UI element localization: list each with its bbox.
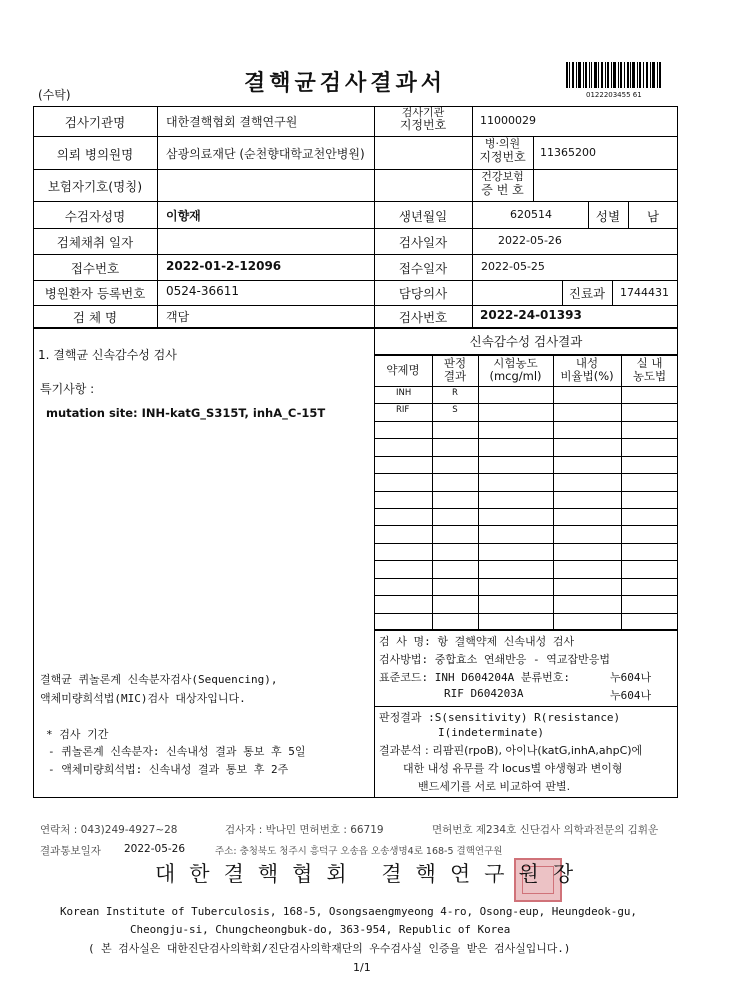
sequencing-note-2: 액체미량희석법(MIC)검사 대상자입니다. [40,692,246,705]
receipt-date-label: 접수일자 [398,261,448,276]
lab-value: 대한결핵협회 결핵연구원 [166,115,298,129]
result-cell: INH [396,388,412,398]
method-line-4a: RIF D604203A [444,687,524,700]
result-header-text: 약제명 [386,363,420,377]
mutation-site: mutation site: INH-katG_S315T, inhA_C-15T [46,406,326,420]
footer-staff: 검사자 : 박나민 면허번호 : 66719 [225,824,384,836]
footer-phone: 연락처 : 043)249-4927~28 [40,824,178,836]
lab-code-label-1: 검사기관 [401,106,445,119]
grid-row-line [374,438,678,439]
sequencing-note-1: 결핵균 퀴놀론계 신속분자검사(Sequencing), [40,673,278,686]
hosp-code-label-2: 지정번호 [479,150,526,164]
barcode-number: 0122203455 61 [586,91,642,99]
grid-row-line [374,613,678,614]
doctor-label: 담당의사 [398,286,448,301]
method-line-3a: 표준코드: INH D604204A 분류번호: [379,671,570,684]
result-cell: S [452,405,458,415]
page-number: 1/1 [353,961,371,974]
notice-date: 2022-05-26 [124,843,186,855]
result-header-text: 판정 [443,356,467,370]
grid-row-line [374,595,678,596]
cert-note: ( 본 검사실은 대한진단검사의학회/진단검사의학재단의 우수검사실 인증을 받은 검사실입니다.) [88,942,571,955]
grid-header-line [374,386,678,387]
collect-label: 검체채취 일자 [56,235,134,250]
result-cell: R [452,388,458,398]
grid-row-line [374,560,678,561]
lab-label: 검사기관명 [64,115,126,130]
result-header-cell [621,357,678,383]
analysis-line-2: 대한 내성 유무를 각 locus별 야생형과 변이형 [403,762,623,775]
insure-no-label-1: 건강보험 [481,170,524,183]
org-name: 대한결핵협회 결핵연구원장 [155,862,588,886]
result-title: 신속감수성 검사결과 [469,334,583,349]
method-line-4b: 누604나 [610,689,652,702]
page-title: 결핵균검사결과서 [244,71,447,96]
lab-code-label-2: 지정번호 [399,118,447,132]
insure-no-label-2: 증 번 호 [481,183,524,197]
specimen-value: 객담 [166,310,190,324]
remarks-label: 특기사항 : [40,382,95,396]
grid-row-line [374,456,678,457]
address-en-1: Korean Institute of Tuberculosis, 168-5, Osongsaengmyeong 4-ro, Osong-eup, Heungdeok-gu, [60,905,637,918]
grid-row-line [374,473,678,474]
grid-row-line [374,525,678,526]
analysis-line-3: 밴드세기를 서로 비교하여 판별. [418,780,571,793]
footer-director: 면허번호 제234호 신단검사 의학과전문의 김휘운 [432,824,659,836]
judge-line-2: I(indeterminate) [438,726,544,739]
period-line-2: - 액체미량희석법: 신속내성 결과 통보 후 2주 [48,763,289,776]
result-header-text: 비율법(%) [560,369,614,383]
sex-label: 성별 [595,209,621,224]
hosp-code-value: 11365200 [540,146,596,159]
test-name: 1. 결핵균 신속감수성 검사 [38,348,177,362]
grid-row-line [374,491,678,492]
reg-no-value: 0524-36611 [166,284,240,298]
barcode [566,62,662,94]
hospital-label: 의뢰 병의원명 [56,147,134,162]
receipt-date-value: 2022-05-25 [481,260,545,273]
hosp-code-label-1: 병·의원 [484,137,521,150]
result-header-text: 결과 [443,369,467,383]
sex-value: 남 [646,209,660,224]
result-grid [374,355,678,630]
address-en-2: Cheongju-si, Chungcheongbuk-do, 363-954, Republic of Korea [130,923,511,936]
result-header-cell [553,357,621,383]
method-line-1: 검 사 명: 항 결핵약제 신속내성 검사 [379,635,575,648]
period-line-1: - 퀴놀론계 신속분자: 신속내성 결과 통보 후 5일 [48,745,306,758]
specimen-label: 검 체 명 [72,310,118,325]
patient-label: 수검자성명 [64,209,126,224]
result-header-text: 내성 [575,356,599,370]
notice-label: 결과통보일자 [40,845,101,857]
insured-label: 보험자기호(명칭) [47,179,143,194]
grid-row-line [374,403,678,404]
result-header-text: 시험농도 [493,356,538,370]
judge-line-1: 판정결과 :S(sensitivity) R(resistance) [379,711,621,724]
barcode-graphic [566,62,662,94]
result-cell: RIF [396,405,410,415]
test-no-value: 2022-24-01393 [480,308,582,322]
dob-label: 생년월일 [398,209,448,224]
method-line-2: 검사방법: 중합효소 연쇄반응 - 역교잡반응법 [379,653,611,666]
test-date-label: 검사일자 [398,235,448,250]
receipt-no-label: 접수번호 [70,261,120,276]
grid-col-line [621,355,622,630]
result-grid-border [374,355,678,630]
dob-value: 620514 [510,208,552,221]
result-header-cell [374,364,432,377]
test-no-label: 검사번호 [398,310,448,325]
grid-col-line [478,355,479,630]
dept-label: 진료과 [568,286,606,301]
period-title: * 검사 기간 [46,728,109,741]
lab-code-value: 11000029 [480,114,536,127]
grid-row-line [374,421,678,422]
receipt-tag: (수탁) [38,88,71,102]
result-header-text: (mcg/ml) [489,369,542,383]
hospital-value: 삼광의료재단 (순천향대학교천안병원) [166,147,365,161]
result-header-cell [478,357,553,383]
patient-value: 이향재 [166,209,201,223]
method-line-3b: 누604나 [610,671,652,684]
result-header-cell [432,357,478,383]
grid-row-line [374,508,678,509]
grid-col-line [553,355,554,630]
test-date-value: 2022-05-26 [498,234,562,247]
grid-row-line [374,543,678,544]
analysis-line-1: 결과분석 : 리팜핀(rpoB), 아이나(katG,inhA,ahpC)에 [379,744,643,757]
dept-value: 1744431 [620,286,669,299]
grid-row-line [374,578,678,579]
result-header-text: 실 내 [636,356,663,370]
reg-no-label: 병원환자 등록번호 [44,286,146,301]
result-header-text: 농도법 [632,369,667,383]
address-kr: 주소: 충청북도 청주시 흥덕구 오송읍 오송생명4로 168-5 결핵연구원 [215,846,503,857]
receipt-no-value: 2022-01-2-12096 [166,259,282,273]
